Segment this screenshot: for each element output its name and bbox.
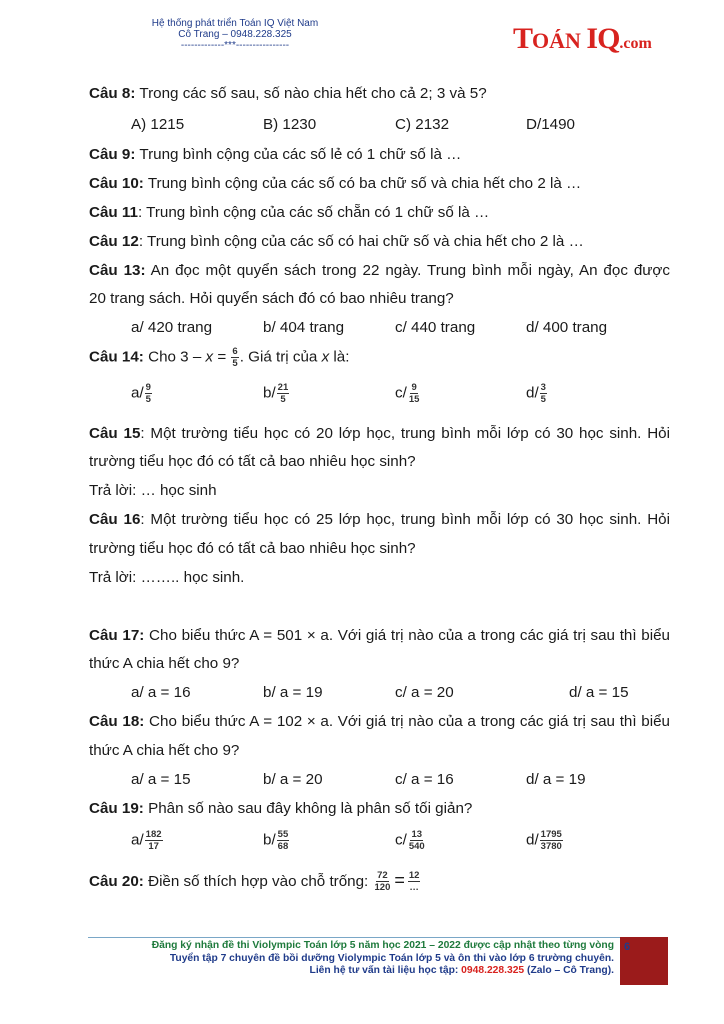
q17-option-b: b/ a = 19 bbox=[263, 684, 323, 701]
q13-option-a: a/ 420 trang bbox=[131, 319, 213, 336]
footer-line-3: Liên hệ tư vấn tài liệu học tập: 0948.228.325 (Zalo – Cô Trang). bbox=[309, 965, 614, 976]
question-19: Câu 19: Phân số nào sau đây không là phân số tối giản? bbox=[89, 800, 473, 817]
q14-option-c: c/ $\frac{9}{15}$ bbox=[395, 382, 420, 405]
q13-option-c: c/ 440 trang bbox=[395, 319, 476, 336]
question-10: Câu 10: Trung bình cộng của các số có ba chữ số và chia hết cho 2 là … bbox=[89, 175, 582, 192]
question-18-cont: thức A chia hết cho 9? bbox=[89, 742, 240, 759]
q17-option-d: d/ a = 15 bbox=[569, 684, 629, 701]
question-8: Câu 8: Trong các số sau, số nào chia hết cho cả 2; 3 và 5? bbox=[89, 85, 487, 102]
footer-line-1: Đăng ký nhận đề thi Violympic Toán lớp 5 năm học 2021 – 2022 được cập nhật theo từng vòng bbox=[151, 940, 614, 951]
question-12: Câu 12: Trung bình cộng của các số có hai chữ số và chia hết cho 2 là … bbox=[89, 233, 584, 250]
header-line-3: -------------***---------------- bbox=[180, 40, 290, 51]
question-15-cont: trường tiểu học đó có tất cả bao nhiêu học sinh? bbox=[89, 453, 416, 470]
q14-option-a: a/ $\frac{9}{5}$ bbox=[131, 382, 151, 405]
q14-option-b: b/ $\frac{21}{5}$ bbox=[263, 382, 289, 405]
q17-option-c: c/ a = 20 bbox=[395, 684, 454, 701]
question-9: Câu 9: Trung bình cộng của các số lẻ có 1 chữ số là … bbox=[89, 146, 462, 163]
q19-option-d: d/ $\frac{1795}{3780}$ bbox=[526, 829, 562, 852]
q14-fraction: $\frac{6}{5}$ bbox=[232, 346, 238, 369]
q16-answer: Trả lời: …….. học sinh. bbox=[89, 569, 245, 586]
q19-option-c: c/ $\frac{13}{540}$ bbox=[395, 829, 425, 852]
q8-option-a: A) 1215 bbox=[131, 116, 185, 133]
header-line-2: Cô Trang – 0948.228.325 bbox=[178, 29, 292, 40]
question-16: Câu 16: Một trường tiểu học có 25 lớp học, trung bình mỗi lớp có 30 học sinh. Hỏi bbox=[89, 511, 670, 528]
footer-line-2: Tuyển tập 7 chuyên đề bồi dưỡng Violympic Toán lớp 5 và ôn thi vào lớp 6 trường chuyên. bbox=[169, 952, 614, 964]
q8-option-b: B) 1230 bbox=[263, 116, 317, 133]
question-14: Câu 14: Cho 3 – x = $\frac{6}{5}$ . Giá trị của x là: bbox=[89, 346, 350, 369]
footer bbox=[88, 940, 614, 978]
question-18: Câu 18: Cho biểu thức A = 102 × a. Với giá trị nào của a trong các giá trị sau thì biểu bbox=[89, 713, 670, 730]
q20-fraction-left: $\frac{72}{120}$ bbox=[374, 870, 391, 894]
q18-option-c: c/ a = 16 bbox=[395, 771, 454, 788]
q13-option-b: b/ 404 trang bbox=[263, 319, 345, 336]
q13-option-d: d/ 400 trang bbox=[526, 319, 608, 336]
q14-option-d: d/ $\frac{3}{5}$ bbox=[526, 382, 546, 405]
question-15: Câu 15: Một trường tiểu học có 20 lớp học, trung bình mỗi lớp có 30 học sinh. Hỏi bbox=[89, 425, 670, 442]
question-20: Câu 20: Điền số thích hợp vào chỗ trống: $\frac{72}{120}$ = $\frac{12}{\dots}$ bbox=[89, 870, 420, 894]
q18-option-a: a/ a = 15 bbox=[131, 771, 191, 788]
q18-option-b: b/ a = 20 bbox=[263, 771, 323, 788]
page-number: 6 bbox=[624, 941, 631, 953]
q18-option-d: d/ a = 19 bbox=[526, 771, 586, 788]
q17-option-a: a/ a = 16 bbox=[131, 684, 191, 701]
header-info bbox=[120, 18, 350, 51]
question-11: Câu 11: Trung bình cộng của các số chẵn có 1 chữ số là … bbox=[89, 204, 490, 221]
header-line-1: Hệ thống phát triển Toán IQ Việt Nam bbox=[151, 18, 319, 29]
q19-option-a: a/ $\frac{182}{17}$ bbox=[131, 829, 162, 852]
question-17-cont: thức A chia hết cho 9? bbox=[89, 655, 240, 672]
q8-option-c: C) 2132 bbox=[395, 116, 450, 133]
q19-option-b: b/ $\frac{55}{68}$ bbox=[263, 829, 289, 852]
footer-divider bbox=[88, 937, 620, 938]
toaniq-logo: TOÁN IQ.com bbox=[513, 22, 652, 55]
question-13-cont: 20 trang sách. Hỏi quyển sách đó có bao nhiêu trang? bbox=[89, 290, 454, 307]
q8-option-d: D/1490 bbox=[526, 116, 575, 133]
question-13: Câu 13: An đọc một quyển sách trong 22 ngày. Trung bình mỗi ngày, An đọc được bbox=[89, 262, 670, 279]
q15-answer: Trả lời: … học sinh bbox=[89, 482, 217, 499]
page-number-box bbox=[620, 937, 668, 985]
question-16-cont: trường tiểu học đó có tất cả bao nhiêu học sinh? bbox=[89, 540, 416, 557]
question-17: Câu 17: Cho biểu thức A = 501 × a. Với giá trị nào của a trong các giá trị sau thì biểu bbox=[89, 627, 670, 644]
q20-fraction-right: $\frac{12}{\dots}$ bbox=[408, 870, 420, 894]
